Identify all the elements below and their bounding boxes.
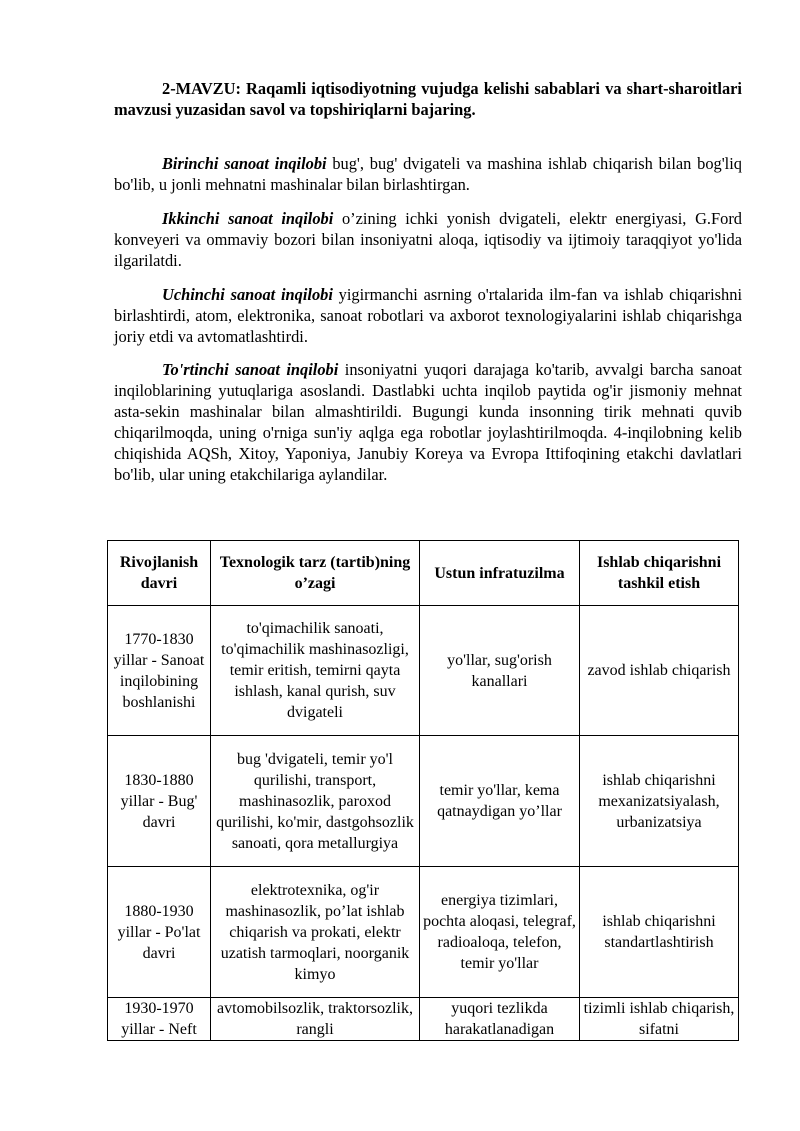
paragraph-third-revolution	[114, 284, 742, 347]
paragraph-text: bug', bug' dvigateli va mashina ishlab chiqarish bilan bog'liq bo'lib, u jonli mehnatni mashinalar bilan birlashtirgan.	[114, 154, 742, 194]
paragraph-text: insoniyatni yuqori darajaga ko'tarib, avvalgi barcha sanoat inqiloblarining yutuqlariga asoslandi. Dastlabki uchta inqilob paytida og'ir jismoniy mehnat asta-sekin mashinalar bilan almashtirildi. Bugungi kunda insonning tirik mehnati quvib chiqarilmoqda, uning o'rniga sun'iy aqlga ega robotlar joylashtirilmoqda. 4-inqilobning kelib chiqishida AQSh, Xitoy, Yaponiya, Janubiy Koreya va Evropa Ittifoqining etakchi davlatlari bo'lib, ular uning etakchilariga aylandilar.	[114, 360, 742, 484]
table-cell: energiya tizimlari, pochta aloqasi, telegraf, radioaloqa, telefon, temir yo'llar	[420, 867, 580, 998]
table-header-cell: Texnologik tarz (tartib)ning o’zagi	[211, 541, 420, 606]
table-header-cell: Rivojlanish davri	[108, 541, 211, 606]
paragraph-lead: Birinchi sanoat inqilobi	[162, 154, 327, 173]
table-cell: ishlab chiqarishni mexanizatsiyalash, urbanizatsiya	[580, 736, 739, 867]
paragraph-text: o’zining ichki yonish dvigateli, elektr energiyasi, G.Ford konveyeri va ommaviy bozori bilan insoniyatni aloqa, iqtisodiy va ijtimoiy taraqqiyot yo'lida ilgarilatdi.	[114, 209, 742, 270]
table-cell: elektrotexnika, og'ir mashinasozlik, po’lat ishlab chiqarish va prokati, elektr uzatish tarmoqlari, noorganik kimyo	[211, 867, 420, 998]
paragraph-second-revolution	[114, 208, 742, 271]
table-row	[108, 867, 739, 998]
paragraph-text: yigirmanchi asrning o'rtalarida ilm-fan va ishlab chiqarishni birlashtirdi, atom, elektronika, sanoat robotlari va axborot texnologiyalarini ishlab chiqarishga joriy etdi va avtomatlashtirdi.	[114, 285, 743, 346]
document-title: 2-MAVZU: Raqamli iqtisodiyotning vujudga kelishi sabablari va shart-sharoitlari mavzusi yuzasidan savol va topshiriqlarni bajaring.	[114, 79, 742, 119]
table-cell: 1770-1830 yillar - Sanoat inqilobining boshlanishi	[108, 606, 211, 736]
paragraph-lead: To'rtinchi sanoat inqilobi	[162, 360, 339, 379]
table-cell: yuqori tezlikda harakatlanadigan	[420, 998, 580, 1041]
table-cell: zavod ishlab chiqarish	[580, 606, 739, 736]
revolutions-table	[107, 540, 739, 1041]
table-cell: 1880-1930 yillar - Po'lat davri	[108, 867, 211, 998]
paragraph-lead: Ikkinchi sanoat inqilobi	[162, 209, 334, 228]
table-cell: to'qimachilik sanoati, to'qimachilik mashinasozligi, temir eritish, temirni qayta ishlash, kanal qurish, suv dvigateli	[211, 606, 420, 736]
table-row	[108, 998, 739, 1041]
table-header-cell: Ustun infratuzilma	[420, 541, 580, 606]
table-cell: avtomobilsozlik, traktorsozlik, rangli	[211, 998, 420, 1041]
table-cell: tizimli ishlab chiqarish, sifatni	[580, 998, 739, 1041]
paragraph-lead: Uchinchi sanoat inqilobi	[162, 285, 333, 304]
table-cell: temir yo'llar, kema qatnaydigan yo’llar	[420, 736, 580, 867]
table-cell: ishlab chiqarishni standartlashtirish	[580, 867, 739, 998]
table-row	[108, 606, 739, 736]
table-header-row	[108, 541, 739, 606]
paragraph-fourth-revolution	[114, 359, 742, 485]
table-cell: yo'llar, sug'orish kanallari	[420, 606, 580, 736]
paragraph-first-revolution	[114, 153, 742, 195]
table-cell: 1830-1880 yillar - Bug' davri	[108, 736, 211, 867]
table-cell: bug 'dvigateli, temir yo'l qurilishi, transport, mashinasozlik, paroxod qurilishi, ko'mir, dastgohsozlik sanoati, qora metallurgiya	[211, 736, 420, 867]
table-header-cell: Ishlab chiqarishni tashkil etish	[580, 541, 739, 606]
table-cell: 1930-1970 yillar - Neft	[108, 998, 211, 1041]
table-row	[108, 736, 739, 867]
